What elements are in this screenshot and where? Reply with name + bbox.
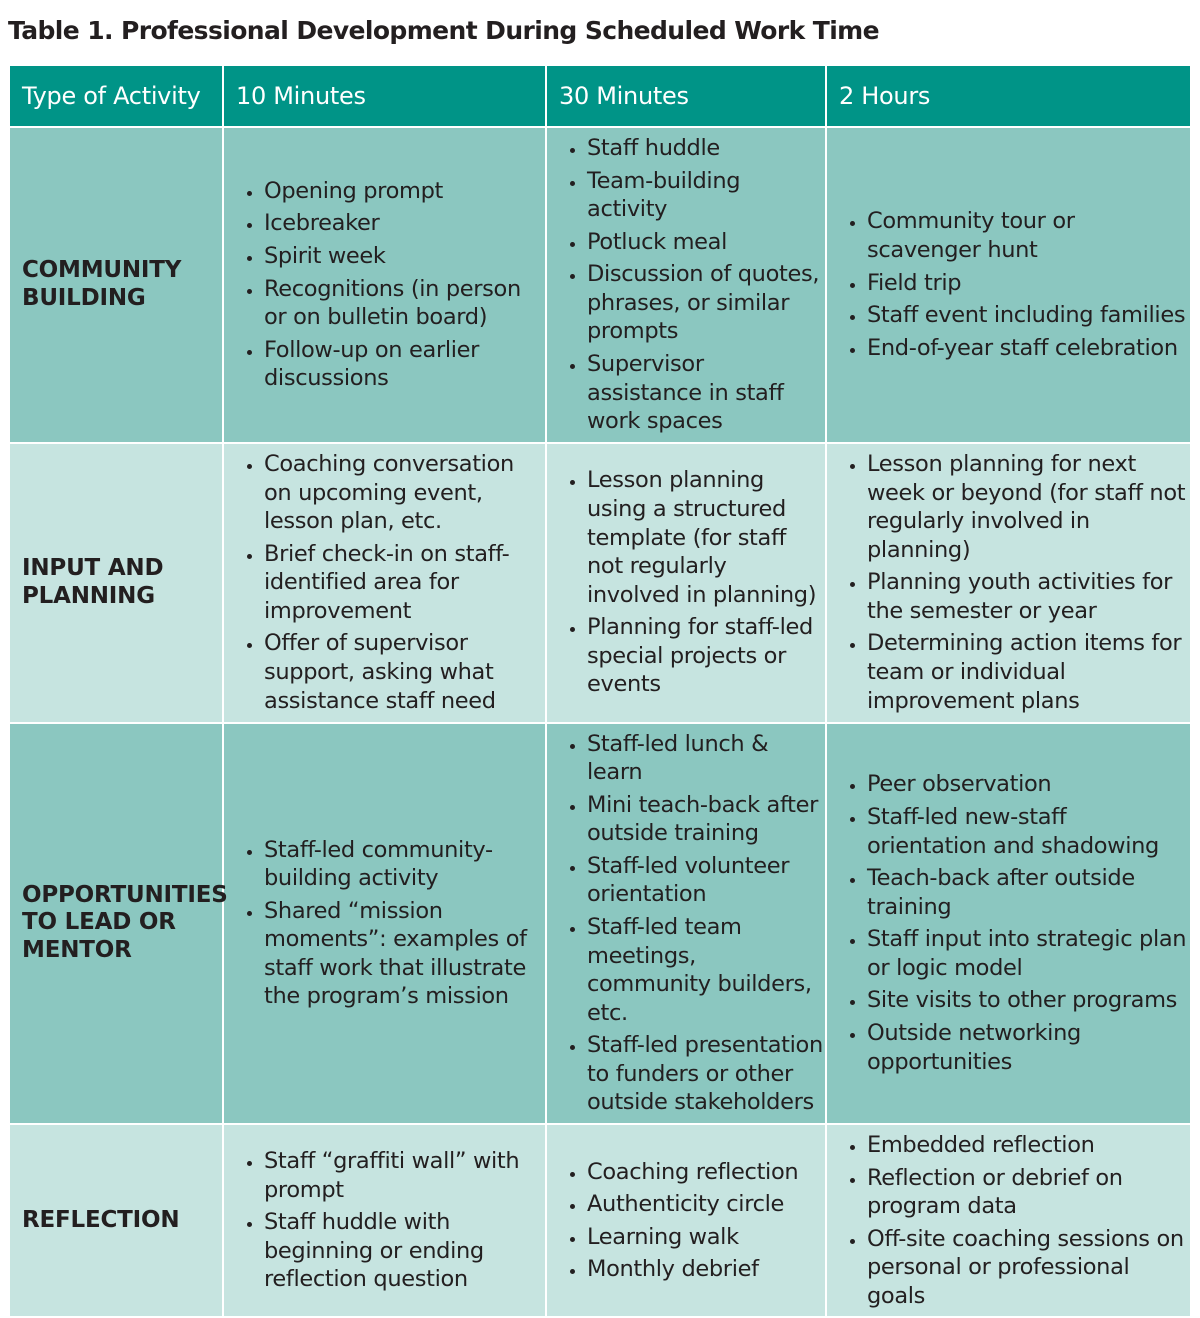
activity-item: • Spirit week (264, 242, 545, 271)
activity-type: INPUT AND PLANNING (9, 443, 223, 723)
activity-list (839, 770, 1190, 1076)
activity-type: REFLECTION (9, 1124, 223, 1317)
activity-item: • Follow-up on earlier discussions (264, 336, 545, 393)
cell-min30 (546, 443, 826, 723)
activity-list (236, 1147, 545, 1294)
header-10-minutes: 10 Minutes (223, 65, 546, 127)
activity-item: • Staff event including families (867, 301, 1190, 330)
header-row (9, 65, 1191, 127)
activity-type: COMMUNITY BUILDING (9, 127, 223, 443)
activity-item: • Discussion of quotes, phrases, or similar prompts (587, 260, 825, 346)
activity-item: • Shared “mission moments”: examples of staff work that illustrate the program’s mission (264, 897, 545, 1011)
activity-item: • Planning for staff-led special projects or events (587, 613, 825, 699)
cell-hr2 (826, 1124, 1191, 1317)
activity-type: OPPORTUNITIES TO LEAD OR MENTOR (9, 723, 223, 1124)
cell-hr2 (826, 127, 1191, 443)
activity-item: • Team-building activity (587, 167, 825, 224)
activity-item: • Monthly debrief (587, 1255, 825, 1284)
activity-item: • Outside networking opportunities (867, 1019, 1190, 1076)
header-30-minutes: 30 Minutes (546, 65, 826, 127)
activity-item: • Recognitions (in person or on bulletin board) (264, 275, 545, 332)
activity-item: • Community tour or scavenger hunt (867, 207, 1190, 264)
activity-item: • Icebreaker (264, 209, 545, 238)
activity-list (236, 177, 545, 393)
activity-item: • Staff-led volunteer orientation (587, 852, 825, 909)
activity-item: • Teach-back after outside training (867, 864, 1190, 921)
activity-item: • Offer of supervisor support, asking what assistance staff need (264, 629, 545, 715)
activity-item: • Embedded reflection (867, 1131, 1190, 1160)
activity-item: • Staff huddle with beginning or ending reflection question (264, 1208, 545, 1294)
activity-list (236, 836, 545, 1011)
activity-item: • Opening prompt (264, 177, 545, 206)
table-row-input-and-planning (9, 443, 1191, 723)
cell-min10 (223, 443, 546, 723)
activity-item: • Coaching reflection (587, 1158, 825, 1187)
activity-item: • Staff-led lunch & learn (587, 730, 825, 787)
cell-min30 (546, 127, 826, 443)
activity-item: • Staff-led presentation to funders or other outside stakeholders (587, 1031, 825, 1117)
activity-list (839, 1131, 1190, 1310)
activity-item: • Field trip (867, 269, 1190, 298)
activity-item: • Lesson planning using a structured template (for staff not regularly involved in planning) (587, 466, 825, 609)
header-type-of-activity: Type of Activity (9, 65, 223, 127)
table-row-opportunities-to-lead (9, 723, 1191, 1124)
cell-hr2 (826, 443, 1191, 723)
activity-item: • End-of-year staff celebration (867, 334, 1190, 363)
activity-list (839, 450, 1190, 715)
activity-item: • Mini teach-back after outside training (587, 791, 825, 848)
activity-item: • Brief check-in on staff-identified area for improvement (264, 540, 545, 626)
cell-min10 (223, 1124, 546, 1317)
activity-list (559, 730, 825, 1117)
activity-item: • Off-site coaching sessions on personal or professional goals (867, 1225, 1190, 1311)
table-row-reflection (9, 1124, 1191, 1317)
activity-item: • Lesson planning for next week or beyond (for staff not regularly involved in planning) (867, 450, 1190, 564)
activity-list (839, 207, 1190, 362)
activity-item: • Staff input into strategic plan or logic model (867, 925, 1190, 982)
activity-item: • Staff huddle (587, 134, 825, 163)
activity-item: • Coaching conversation on upcoming event, lesson plan, etc. (264, 450, 545, 536)
pd-table (8, 64, 1192, 1318)
cell-hr2 (826, 723, 1191, 1124)
cell-min30 (546, 1124, 826, 1317)
activity-item: • Planning youth activities for the semester or year (867, 568, 1190, 625)
activity-item: • Authenticity circle (587, 1190, 825, 1219)
activity-item: • Supervisor assistance in staff work spaces (587, 350, 825, 436)
cell-min30 (546, 723, 826, 1124)
activity-list (559, 134, 825, 436)
table-row-community-building (9, 127, 1191, 443)
activity-list (559, 466, 825, 699)
activity-item: • Site visits to other programs (867, 986, 1190, 1015)
activity-item: • Staff-led team meetings, community builders, etc. (587, 913, 825, 1027)
activity-item: • Learning walk (587, 1223, 825, 1252)
activity-item: • Staff-led new-staff orientation and shadowing (867, 803, 1190, 860)
cell-min10 (223, 723, 546, 1124)
cell-min10 (223, 127, 546, 443)
activity-item: • Potluck meal (587, 228, 825, 257)
activity-list (236, 450, 545, 715)
activity-item: • Staff “graffiti wall” with prompt (264, 1147, 545, 1204)
activity-item: • Peer observation (867, 770, 1190, 799)
header-2-hours: 2 Hours (826, 65, 1191, 127)
activity-item: • Determining action items for team or individual improvement plans (867, 629, 1190, 715)
activity-list (559, 1158, 825, 1284)
activity-item: • Staff-led community-building activity (264, 836, 545, 893)
activity-item: • Reflection or debrief on program data (867, 1164, 1190, 1221)
table-caption: Table 1. Professional Development During Scheduled Work Time (8, 16, 879, 45)
